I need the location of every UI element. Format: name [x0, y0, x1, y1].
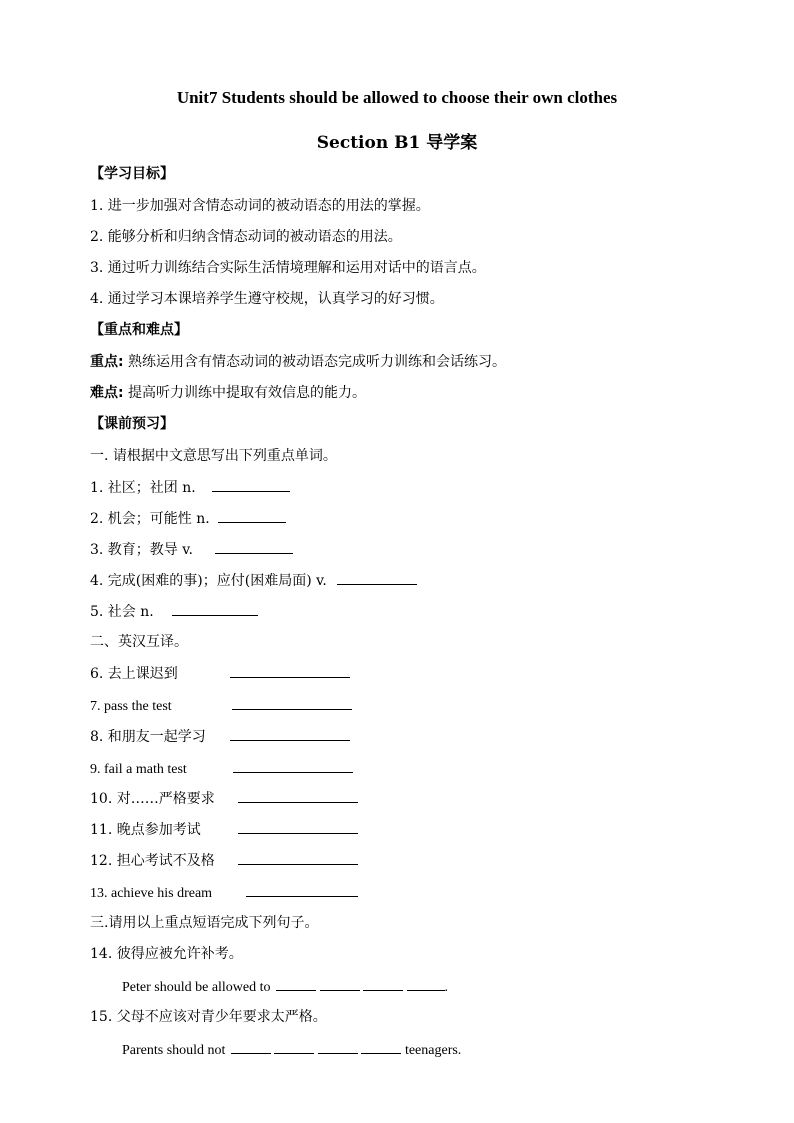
part2-instruction: 二、英汉互译。	[90, 634, 188, 650]
page-subtitle: Section B1 导学案	[316, 133, 478, 153]
answer-blank[interactable]	[337, 570, 417, 585]
sentence-start: Parents should not	[122, 1043, 226, 1058]
answer-blank[interactable]	[172, 601, 258, 616]
key-point-line	[90, 352, 506, 372]
answer-blank[interactable]	[274, 1039, 314, 1054]
answer-blank[interactable]	[361, 1039, 401, 1054]
word-prompt: 1. 社区；社团 n.	[90, 480, 196, 496]
phrase-prompt: 7. pass the test	[90, 699, 172, 714]
difficulty-line	[90, 383, 366, 403]
objective-item: 2. 能够分析和归纳含情态动词的被动语态的用法。	[90, 229, 402, 245]
sentence-en	[122, 1039, 461, 1061]
word-prompt: 5. 社会 n.	[90, 604, 154, 620]
word-item	[90, 539, 293, 560]
phrase-item	[90, 882, 358, 904]
phrase-item	[90, 695, 352, 717]
objectives-heading: 【学习目标】	[90, 166, 174, 182]
phrase-prompt: 12. 担心考试不及格	[90, 853, 215, 869]
answer-blank[interactable]	[231, 1039, 271, 1054]
answer-blank[interactable]	[238, 850, 358, 865]
word-prompt: 2. 机会；可能性 n.	[90, 511, 210, 527]
phrase-prompt: 11. 晚点参加考试	[90, 822, 201, 838]
answer-blank[interactable]	[218, 508, 286, 523]
phrase-prompt: 9. fail a math test	[90, 762, 187, 777]
phrase-item	[90, 819, 358, 840]
answer-blank[interactable]	[212, 477, 290, 492]
word-item	[90, 477, 290, 498]
key-point-label: 重点:	[90, 354, 124, 370]
phrase-item	[90, 850, 358, 871]
objective-item: 3. 通过听力训练结合实际生活情境理解和运用对话中的语言点。	[90, 260, 486, 276]
answer-blank[interactable]	[233, 758, 353, 773]
answer-blank[interactable]	[318, 1039, 358, 1054]
phrase-item	[90, 788, 358, 809]
preview-heading: 【课前预习】	[90, 416, 174, 432]
sentence-cn: 14. 彼得应被允许补考。	[90, 946, 243, 962]
page-title: Unit7 Students should be allowed to choose their own clothes	[176, 88, 618, 107]
word-prompt: 4. 完成(困难的事)；应付(困难局面) v.	[90, 573, 327, 589]
word-prompt: 3. 教育；教导 v.	[90, 542, 193, 558]
objective-item: 1. 进一步加强对含情态动词的被动语态的用法的掌握。	[90, 198, 430, 214]
phrase-item	[90, 663, 350, 684]
keypoints-heading: 【重点和难点】	[90, 322, 188, 338]
part1-instruction: 一. 请根据中文意思写出下列重点单词。	[90, 448, 337, 464]
part3-instruction: 三.请用以上重点短语完成下列句子。	[90, 915, 319, 931]
sentence-en	[122, 976, 448, 998]
answer-blank[interactable]	[246, 882, 358, 897]
answer-blank[interactable]	[238, 819, 358, 834]
sentence-end: teenagers.	[404, 1043, 462, 1058]
word-item	[90, 601, 258, 622]
sentence-start: Peter should be allowed to	[122, 980, 271, 995]
difficulty-label: 难点:	[90, 385, 124, 401]
sentence-cn: 15. 父母不应该对青少年要求太严格。	[90, 1009, 327, 1025]
word-item	[90, 508, 286, 529]
phrase-prompt: 13. achieve his dream	[90, 886, 213, 901]
answer-blank[interactable]	[230, 663, 350, 678]
key-point-text: 熟练运用含有情态动词的被动语态完成听力训练和会话练习。	[123, 354, 507, 370]
word-item	[90, 570, 417, 591]
phrase-prompt: 10. 对……严格要求	[90, 791, 215, 807]
answer-blank[interactable]	[232, 695, 352, 710]
answer-blank[interactable]	[320, 976, 360, 991]
answer-blank[interactable]	[230, 726, 350, 741]
phrase-prompt: 6. 去上课迟到	[90, 666, 178, 682]
answer-blank[interactable]	[363, 976, 403, 991]
phrase-item	[90, 726, 350, 747]
sentence-end: .	[444, 980, 449, 995]
phrase-prompt: 8. 和朋友一起学习	[90, 729, 206, 745]
answer-blank[interactable]	[215, 539, 293, 554]
phrase-item	[90, 758, 353, 780]
answer-blank[interactable]	[407, 976, 445, 991]
objective-item: 4. 通过学习本课培养学生遵守校规，认真学习的好习惯。	[90, 291, 444, 307]
answer-blank[interactable]	[276, 976, 316, 991]
answer-blank[interactable]	[238, 788, 358, 803]
difficulty-text: 提高听力训练中提取有效信息的能力。	[123, 385, 367, 401]
